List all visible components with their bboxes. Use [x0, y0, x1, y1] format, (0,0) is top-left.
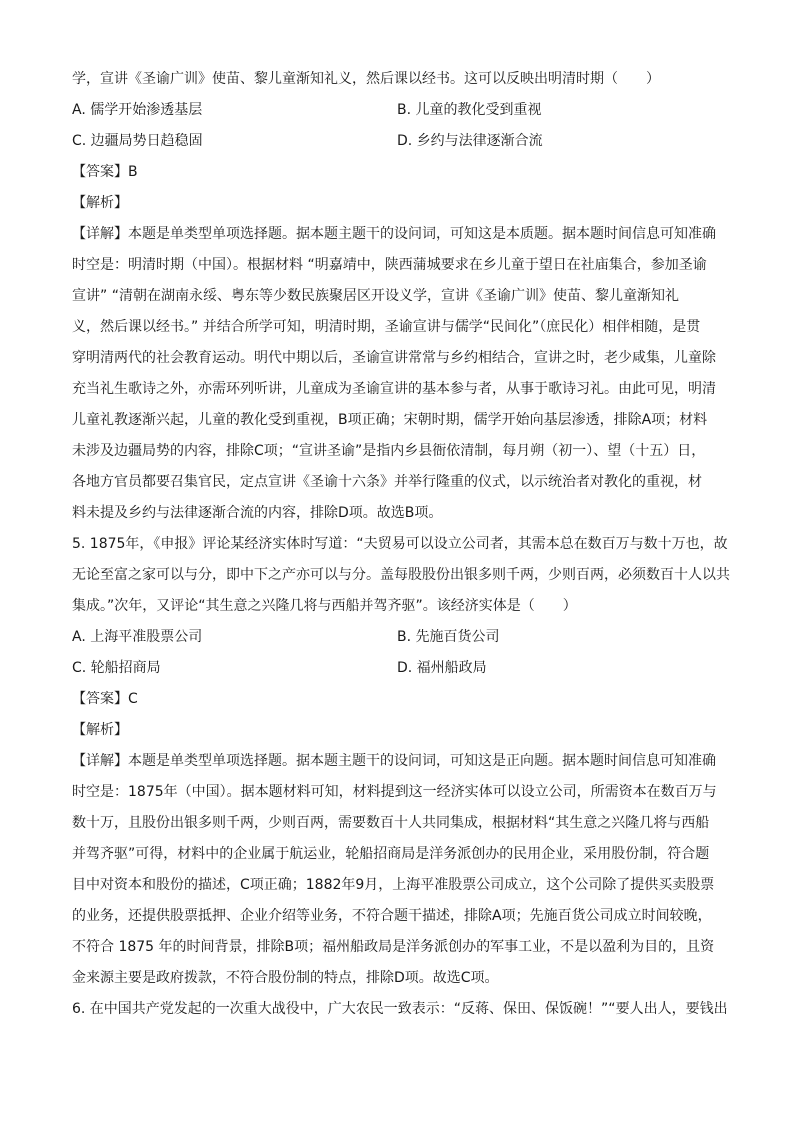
detail-line: 并驾齐驱”可得，材料中的企业属于航运业，轮船招商局是洋务派创办的民用企业，采用股份制，符合题	[72, 846, 710, 862]
detail-line: 的业务，还提供股票抵押、企业介绍等业务，不符合题干描述，排除A项；先施百货公司成立时间较晚，	[72, 908, 712, 924]
question-4	[72, 64, 724, 529]
detail-line: 【详解】本题是单类型单项选择题。据本题主题干的设问词，可知这是正向题。据本题时间信息可知准确	[72, 753, 716, 769]
option-c[interactable]: C. 边疆局势日趋稳固	[72, 133, 203, 149]
detail-paragraph	[72, 746, 724, 994]
detail-line: 时空是：明清时期（中国）。根据材料 “明嘉靖中，陕西蒲城要求在乡儿童于望日在社庙集合，参加圣谕	[72, 257, 707, 273]
detail-line: 义，然后课以经书。” 并结合所学可知，明清时期，圣谕宣讲与儒学“民间化”（庶民化）相伴相随，是贯	[72, 319, 701, 335]
question-5-options-row-1	[72, 622, 724, 653]
detail-line: 各地方官员都要召集官民，定点宣讲《圣谕十六条》并举行隆重的仪式，以示统治者对教化的重视，材	[72, 474, 702, 490]
detail-line: 金来源主要是政府拨款，不符合股份制的特点，排除D项。故选C项。	[72, 970, 499, 986]
detail-line: 穿明清两代的社会教育运动。明代中期以后，圣谕宣讲常常与乡约相结合，宣讲之时，老少咸集，儿童除	[72, 350, 716, 366]
detail-line: 儿童礼教逐渐兴起，儿童的教化受到重视，B项正确；宋朝时期，儒学开始向基层渗透，排除A项；材料	[72, 412, 708, 428]
analysis-label: 【解析】	[72, 195, 128, 211]
answer-label: 【答案】B	[72, 164, 138, 180]
question-5	[72, 529, 730, 994]
analysis-label: 【解析】	[72, 722, 128, 738]
question-4-options-row-1	[72, 95, 724, 126]
option-d[interactable]: D. 乡约与法律逐渐合流	[397, 133, 543, 149]
stem-line: 集成。”次年，又评论“其生意之兴隆几将与西船并驾齐驱”。该经济实体是（ ）	[72, 598, 577, 614]
question-6	[72, 994, 728, 1025]
option-d[interactable]: D. 福州船政局	[397, 660, 487, 676]
question-5-options-row-2	[72, 653, 724, 684]
detail-line: 数十万，且股份出银多则千两，少则百两，需要数百十人共同集成，根据材料“其生意之兴隆几将与西船	[72, 815, 710, 831]
question-4-options-row-2	[72, 126, 724, 157]
detail-line: 目中对资本和股份的描述，C项正确；1882年9月，上海平准股票公司成立，这个公司除了提供买卖股票	[72, 877, 715, 893]
question-4-stem: 学，宣讲《圣谕广训》使苗、黎儿童渐知礼义，然后课以经书。这可以反映出明清时期（ ）	[72, 71, 660, 87]
document-page	[72, 64, 730, 1025]
detail-line: 充当礼生歌诗之外，亦需环列听讲，儿童成为圣谕宣讲的基本参与者，从事于歌诗习礼。由此可见，明清	[72, 381, 716, 397]
option-a[interactable]: A. 上海平准股票公司	[72, 629, 203, 645]
option-a[interactable]: A. 儒学开始渗透基层	[72, 102, 203, 118]
detail-line: 未涉及边疆局势的内容，排除C项；“宣讲圣谕”是指内乡县衙依清制，每月朔（初一）、望（十五）日，	[72, 443, 706, 459]
detail-line: 不符合 1875 年的时间背景，排除B项；福州船政局是洋务派创办的军事工业，不是以盈利为目的，且资	[72, 939, 715, 955]
question-6-stem: 6. 在中国共产党发起的一次重大战役中，广大农民一致表示：“反蒋、保田、保饭碗！”“要人出人，要钱出	[72, 1001, 728, 1017]
option-c[interactable]: C. 轮船招商局	[72, 660, 161, 676]
detail-line: 【详解】本题是单类型单项选择题。据本题主题干的设问词，可知这是本质题。据本题时间信息可知准确	[72, 226, 716, 242]
option-b[interactable]: B. 儿童的教化受到重视	[397, 102, 542, 118]
option-b[interactable]: B. 先施百货公司	[397, 629, 500, 645]
stem-line: 无论至富之家可以与分，即中下之产亦可以与分。盖每股股份出银多则千两，少则百两，必须数百十人以共	[72, 567, 730, 583]
detail-line: 宣讲” “清朝在湖南永绥、粤东等少数民族聚居区开设义学，宣讲《圣谕广训》使苗、黎儿童渐知礼	[72, 288, 679, 304]
detail-paragraph	[72, 219, 724, 529]
answer-label: 【答案】C	[72, 691, 138, 707]
stem-line: 5. 1875年，《申报》评论某经济实体时写道：“夫贸易可以设立公司者，其需本总在数百万与数十万也，故	[72, 536, 728, 552]
detail-line: 料未提及乡约与法律逐渐合流的内容，排除D项。故选B项。	[72, 505, 443, 521]
question-5-stem	[72, 529, 730, 622]
detail-line: 时空是：1875年（中国）。据本题材料可知，材料提到这一经济实体可以设立公司，所需资本在数百万与	[72, 784, 717, 800]
